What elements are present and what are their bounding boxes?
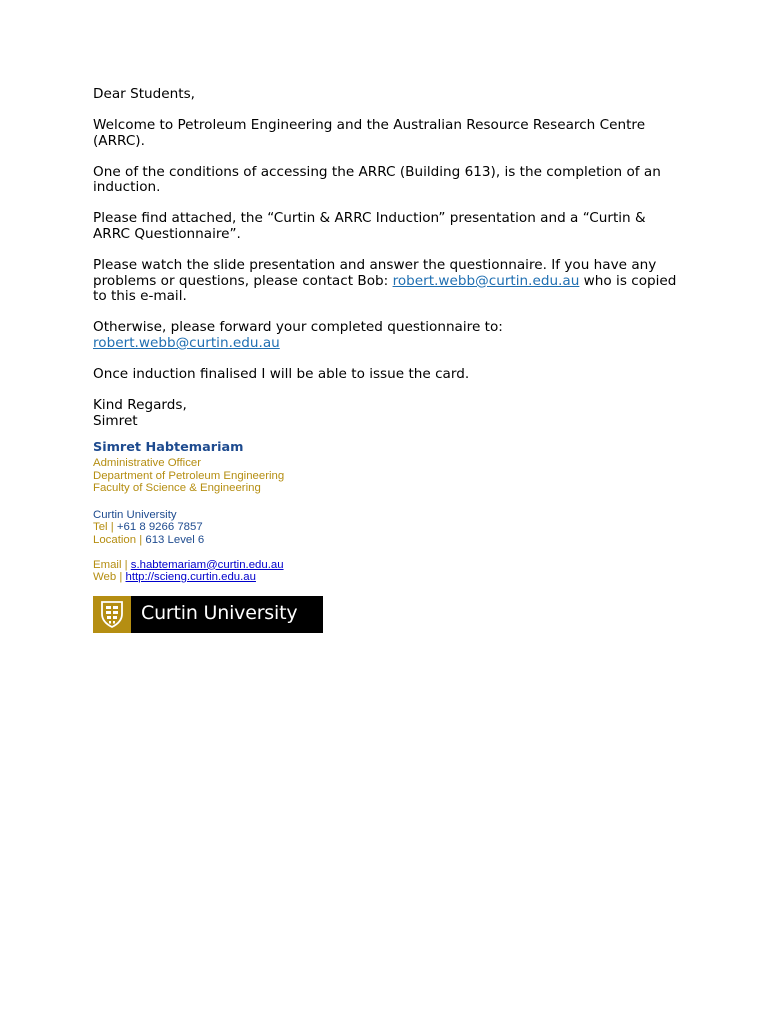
forward-text: Otherwise, please forward your completed questionnaire to: (93, 319, 503, 336)
signature-spacer-2 (93, 547, 683, 559)
web-label: Web | (93, 571, 126, 584)
paragraph-instructions (93, 258, 683, 305)
signature-faculty: Faculty of Science & Engineering (93, 482, 261, 495)
signature-email-link[interactable]: s.habtemariam@curtin.edu.au (130, 558, 284, 571)
paragraph-card: Once induction finalised I will be able to issue the card. (93, 366, 470, 383)
paragraph-welcome: Welcome to Petroleum Engineering and the Australian Resource Research Centre (ARRC). (93, 117, 646, 149)
closing: Kind Regards, (93, 397, 187, 414)
crest-graphic (98, 599, 126, 629)
location-label: Location | (93, 533, 146, 546)
curtin-logo (93, 596, 323, 633)
signature-email (93, 559, 683, 572)
sender-short-name: Simret (93, 412, 138, 429)
tel-label: Tel | (93, 521, 117, 534)
signature-web-link[interactable]: http://scieng.curtin.edu.au (125, 571, 256, 584)
bob-email-link[interactable]: robert.webb@curtin.edu.au (392, 272, 580, 289)
logo-wordmark: Curtin University (141, 602, 298, 625)
signature-spacer (93, 495, 683, 509)
location-value: 613 Level 6 (145, 533, 205, 546)
email-body (93, 87, 683, 633)
tel-value: +61 8 9266 7857 (116, 521, 203, 534)
forward-email-link[interactable]: robert.webb@curtin.edu.au (93, 335, 280, 352)
paragraph-forward (93, 320, 683, 351)
instructions-text-end: who is copied to this e-mail. (93, 272, 677, 305)
sign-off (93, 398, 683, 429)
signature-department: Department of Petroleum Engineering (93, 469, 285, 482)
email-signature (93, 442, 683, 583)
paragraph-induction-condition: One of the conditions of accessing the ARRC (Building 613), is the completion of an induction. (93, 163, 661, 196)
signature-location (93, 534, 683, 547)
paragraph-attachments: Please find attached, the “Curtin & ARRC Induction” presentation and a “Curtin & ARRC Questionnaire”. (93, 210, 646, 243)
instructions-text: Please watch the slide presentation and answer the questionnaire. If you have any problems or questions, please contact Bob: (93, 257, 657, 289)
greeting: Dear Students, (93, 86, 195, 102)
email-label: Email | (93, 558, 131, 571)
curtin-crest-icon (93, 596, 131, 633)
signature-university: Curtin University (93, 508, 177, 521)
signature-web (93, 571, 683, 584)
signature-tel (93, 521, 683, 534)
signature-name: Simret Habtemariam (93, 440, 244, 456)
signature-title: Administrative Officer (93, 457, 202, 469)
